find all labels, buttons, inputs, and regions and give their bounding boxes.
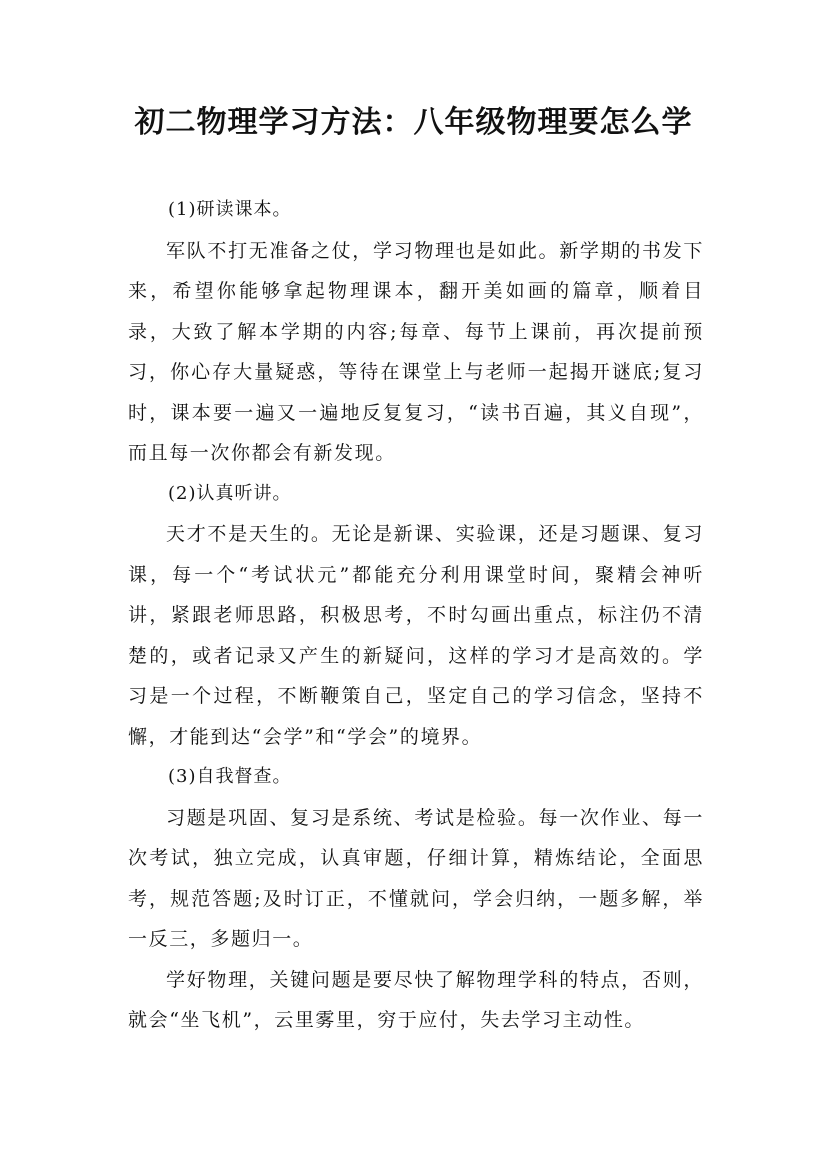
section-3-paragraph-1: 习题是巩固、复习是系统、考试是检验。每一次作业、每一次考试，独立完成，认真审题，仔细计算，精炼结论，全面思考，规范答题;及时订正，不懂就问，学会归纳，一题多解，举一反三，多题归一。 (128, 806, 704, 950)
section-heading-3: (3)自我督查。 (168, 766, 292, 787)
section-heading-1: (1)研读课本。 (168, 199, 292, 220)
section-2-paragraph-1: 天才不是天生的。无论是新课、实验课，还是习题课、复习课，每一个“考试状元”都能充分利用课堂时间，聚精会神听讲，紧跟老师思路，积极思考，不时勾画出重点，标注仍不清楚的，或者记录又产生的新疑问，这样的学习才是高效的。学习是一个过程，不断鞭策自己，坚定自己的学习信念，坚持不懈，才能到达“会学”和“学会”的境界。 (128, 523, 704, 748)
page-title: 初二物理学习方法：八年级物理要怎么学 (134, 105, 693, 140)
section-3-paragraph-2: 学好物理，关键问题是要尽快了解物理学科的特点，否则，就会“坐飞机”，云里雾里，穷于应付，失去学习主动性。 (128, 968, 704, 1031)
section-1-paragraph-1: 军队不打无准备之仗，学习物理也是如此。新学期的书发下来，希望你能够拿起物理课本，翻开美如画的篇章，顺着目录，大致了解本学期的内容;每章、每节上课前，再次提前预习，你心存大量疑惑，等待在课堂上与老师一起揭开谜底;复习时，课本要一遍又一遍地反复复习，“读书百遍，其义自现”，而且每一次你都会有新发现。 (128, 239, 704, 464)
document-body (128, 190, 704, 1041)
section-heading-2: (2)认真听讲。 (168, 482, 292, 504)
